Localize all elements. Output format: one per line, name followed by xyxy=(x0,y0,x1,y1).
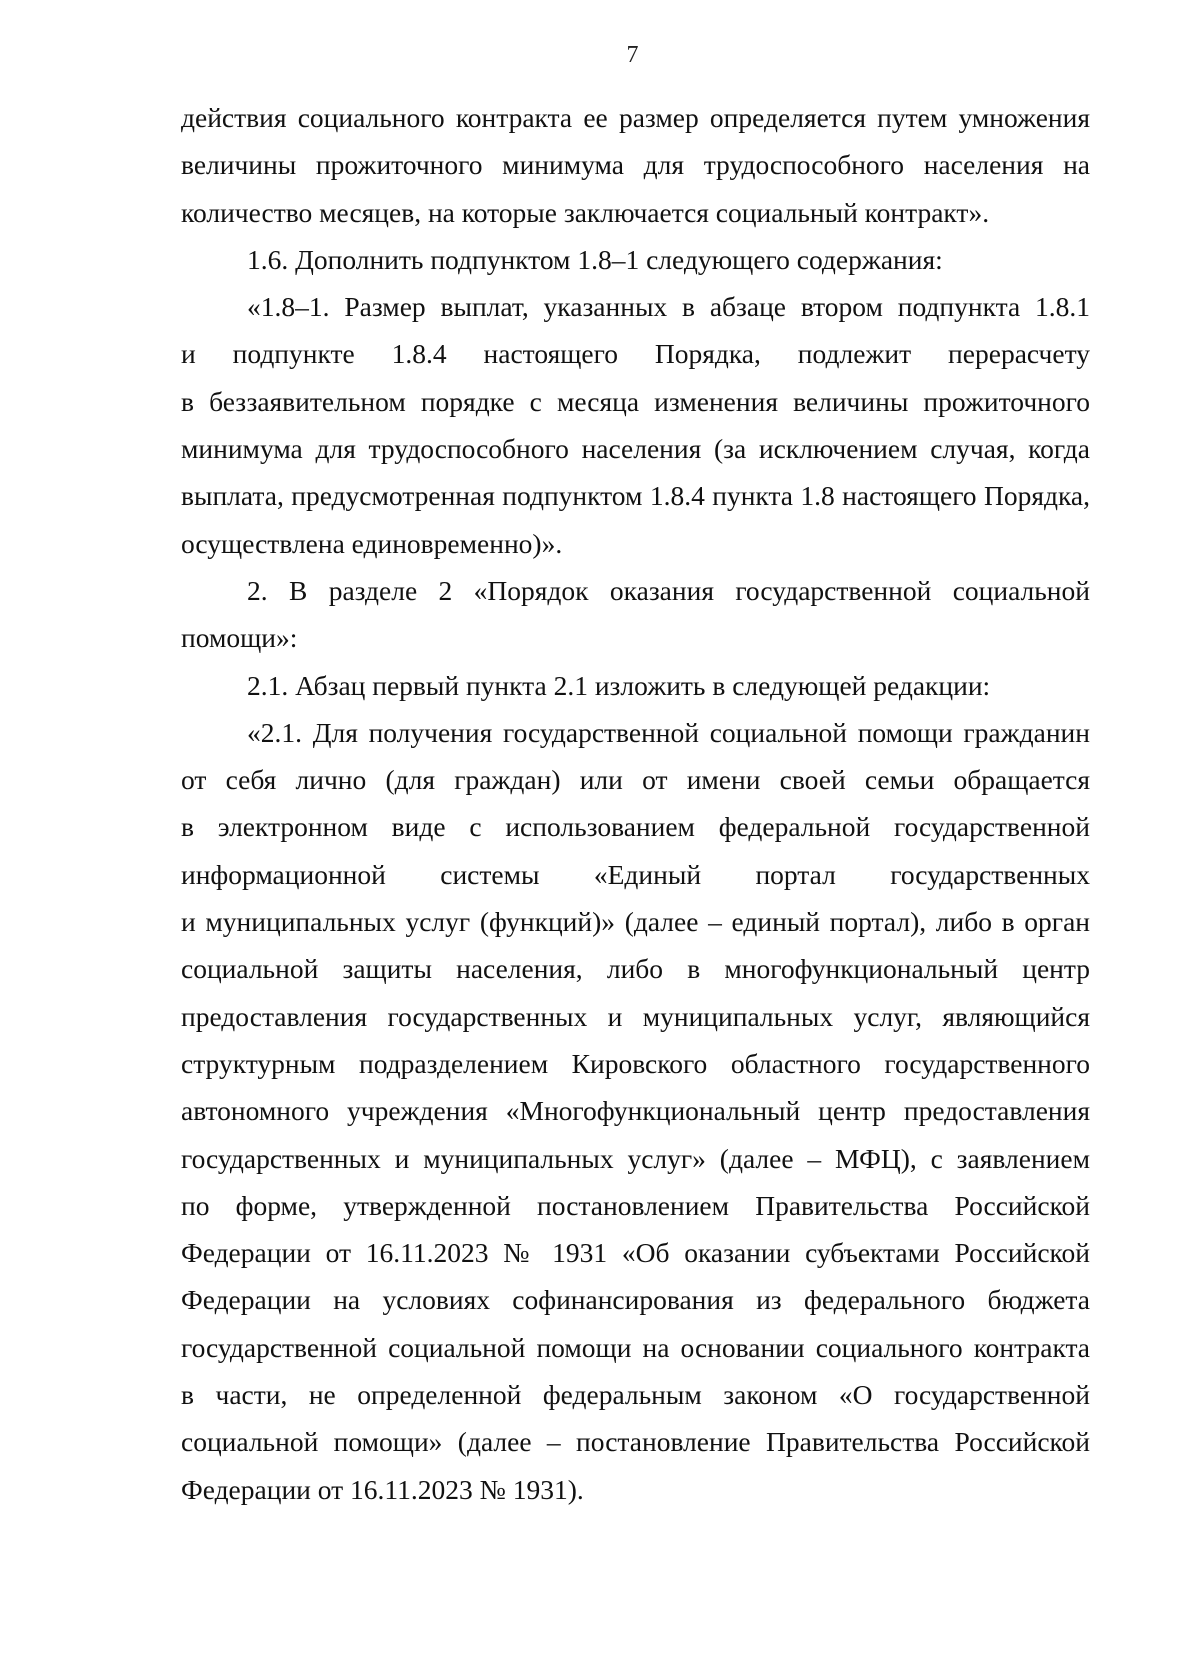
text-line: Федерации от 16.11.2023 № 1931). xyxy=(181,1473,584,1505)
paragraph-first-line: 2. В разделе 2 «Порядок оказания государственной социальной xyxy=(247,574,1090,606)
text-line: социальной защиты населения, либо в многофункциональный центр xyxy=(181,953,1090,985)
text-line: Федерации на условиях софинансирования из федерального бюджета xyxy=(181,1284,1090,1316)
page-number: 7 xyxy=(626,42,639,68)
text-line: величины прожиточного минимума для трудоспособного населения на xyxy=(181,149,1090,181)
text-line: автономного учреждения «Многофункциональный центр предоставления xyxy=(181,1095,1090,1127)
text-line: в беззаявительном порядке с месяца изменения величины прожиточного xyxy=(181,385,1090,417)
text-line: государственных и муниципальных услуг» (далее – МФЦ), с заявлением xyxy=(181,1142,1090,1174)
text-line: информационной системы «Единый портал государственных xyxy=(181,858,1090,890)
paragraph-first-line: 1.6. Дополнить подпунктом 1.8–1 следующего содержания: xyxy=(247,243,943,275)
text-line: количество месяцев, на которые заключается социальный контракт». xyxy=(181,196,990,228)
text-line: структурным подразделением Кировского областного государственного xyxy=(181,1047,1090,1079)
text-line: Федерации от 16.11.2023 № 1931 «Об оказании субъектами Российской xyxy=(181,1237,1090,1269)
text-line: по форме, утвержденной постановлением Правительства Российской xyxy=(181,1189,1090,1221)
document-body xyxy=(181,94,1090,1513)
paragraph-first-line: «1.8–1. Размер выплат, указанных в абзаце втором подпункта 1.8.1 xyxy=(247,291,1090,323)
text-line: предоставления государственных и муниципальных услуг, являющийся xyxy=(181,1000,1090,1032)
text-line: осуществлена единовременно)». xyxy=(181,527,563,559)
text-line: минимума для трудоспособного населения (за исключением случая, когда xyxy=(181,433,1090,465)
text-line: государственной социальной помощи на основании социального контракта xyxy=(181,1331,1090,1363)
text-line: помощи»: xyxy=(181,622,298,654)
text-line: социальной помощи» (далее – постановление Правительства Российской xyxy=(181,1426,1090,1458)
paragraph-first-line: 2.1. Абзац первый пункта 2.1 изложить в следующей редакции: xyxy=(247,669,991,701)
text-line: выплата, предусмотренная подпунктом 1.8.4 пункта 1.8 настоящего Порядка, xyxy=(181,480,1090,512)
text-line: действия социального контракта ее размер определяется путем умножения xyxy=(181,102,1090,133)
text-line: в электронном виде с использованием федеральной государственной xyxy=(181,811,1090,843)
text-line: в части, не определенной федеральным законом «О государственной xyxy=(181,1379,1090,1411)
text-line: и муниципальных услуг (функций)» (далее – единый портал), либо в орган xyxy=(181,906,1090,938)
text-line: и подпункте 1.8.4 настоящего Порядка, подлежит перерасчету xyxy=(181,338,1090,370)
text-line: от себя лично (для граждан) или от имени своей семьи обращается xyxy=(181,764,1090,796)
paragraph-first-line: «2.1. Для получения государственной социальной помощи гражданин xyxy=(247,716,1090,748)
